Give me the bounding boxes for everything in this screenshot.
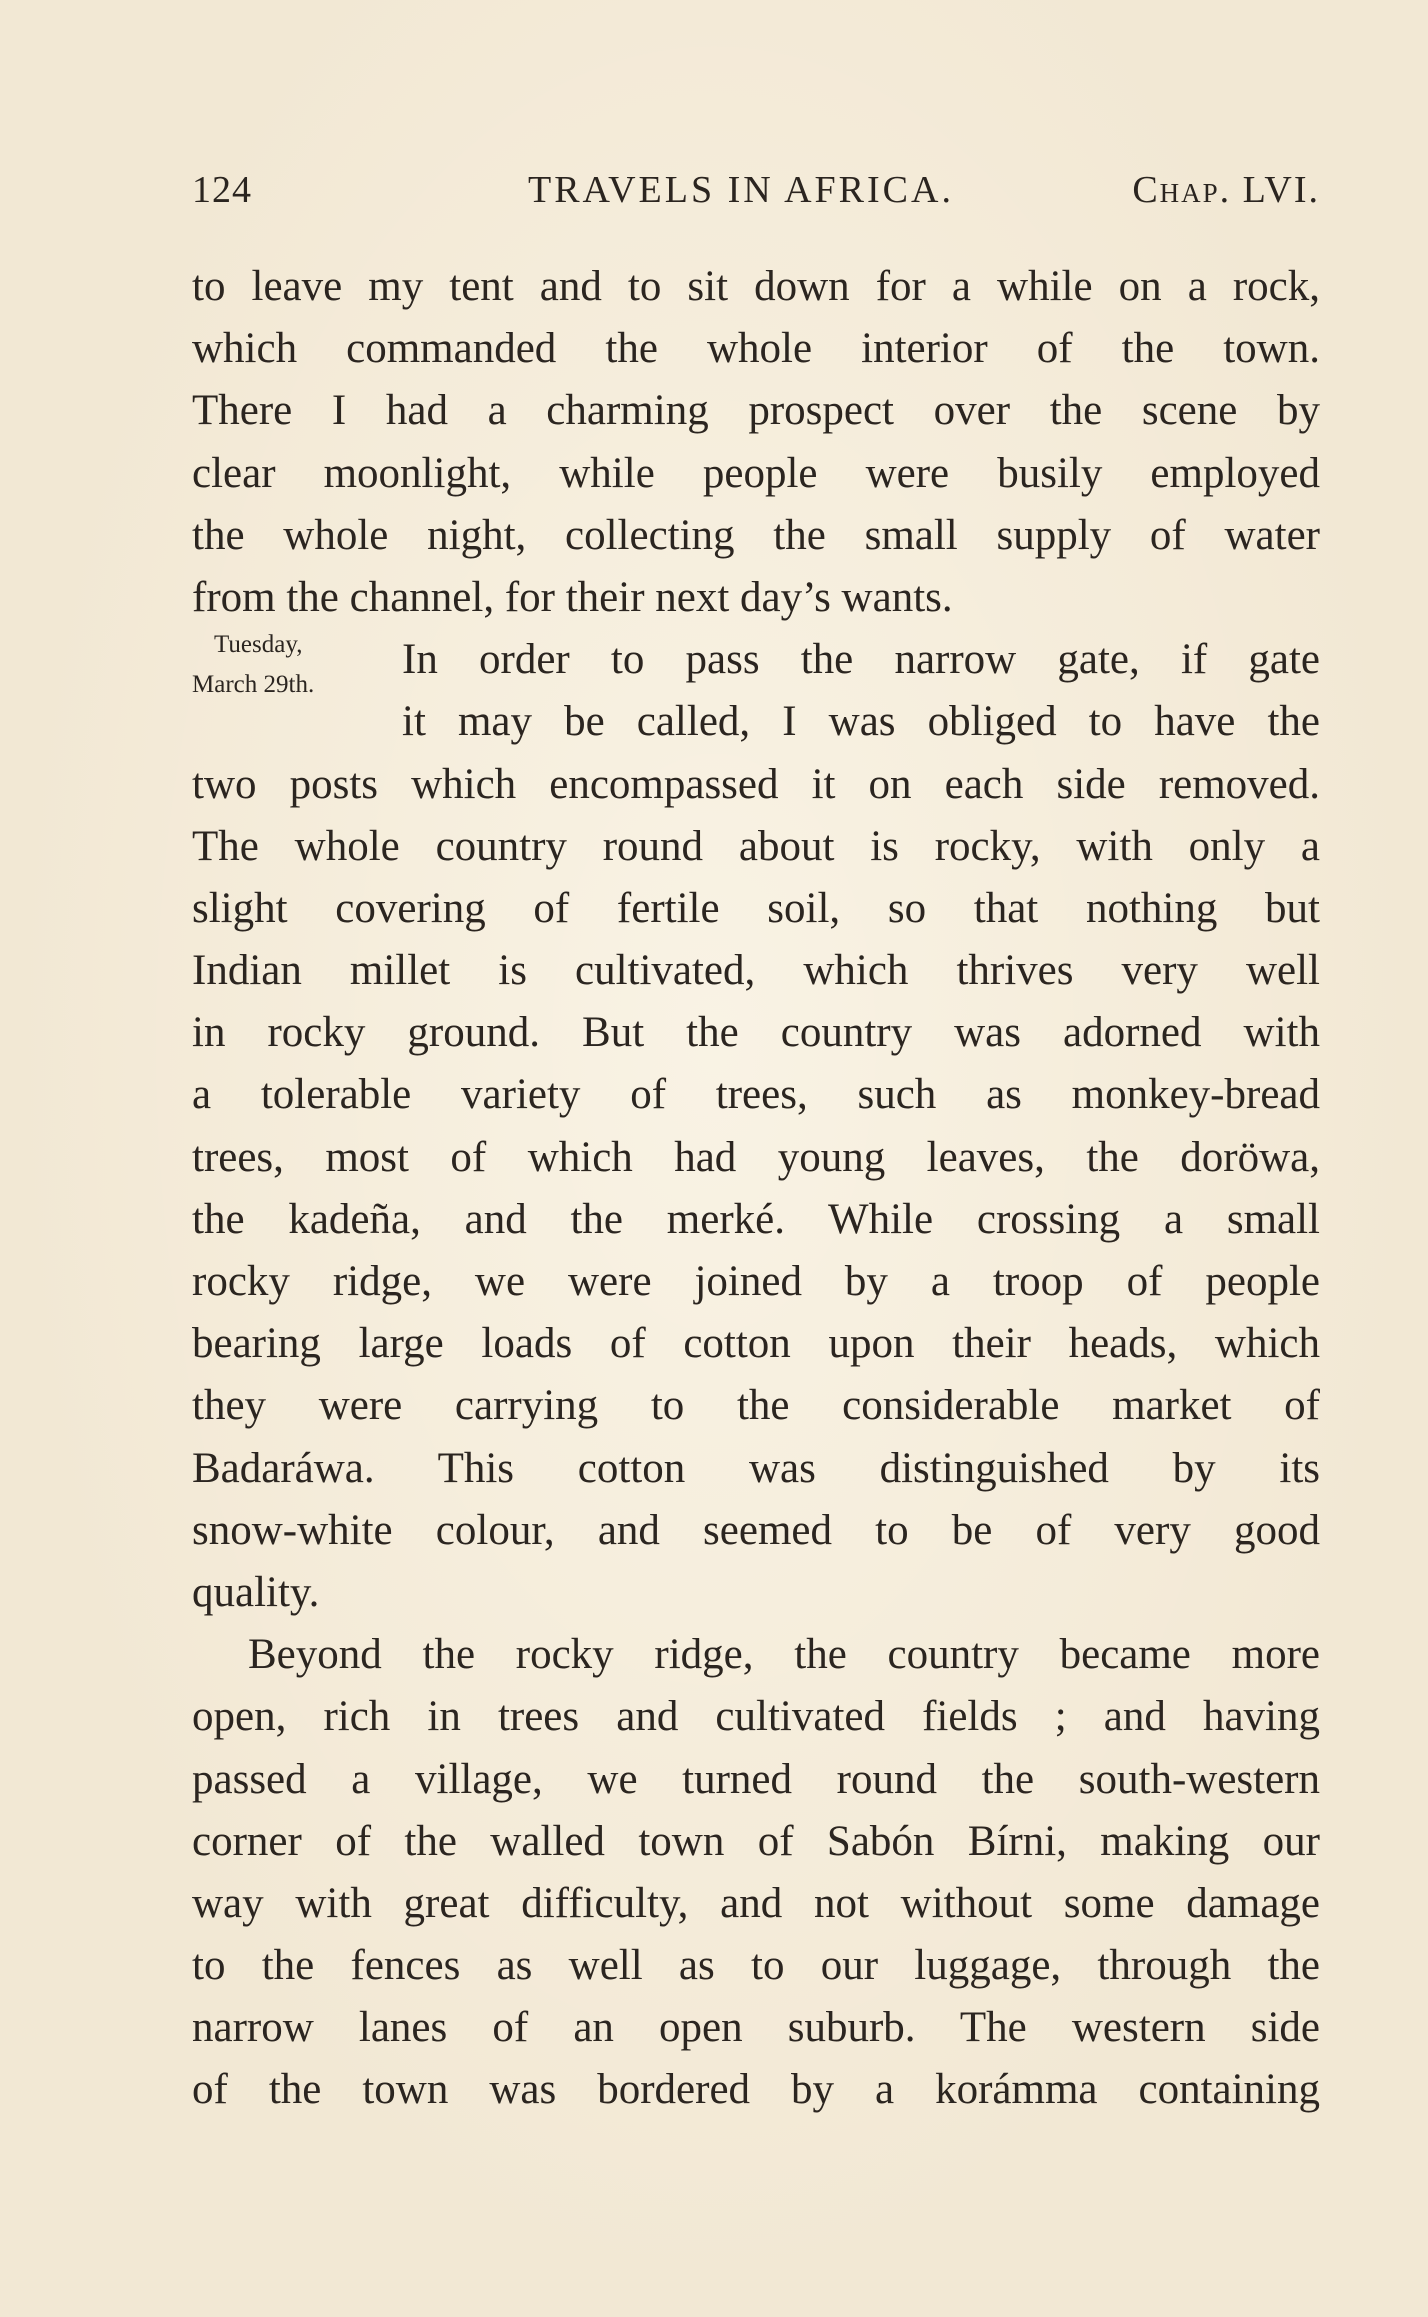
running-header	[192, 168, 1320, 218]
running-title: TRAVELS IN AFRICA.	[528, 169, 954, 211]
text-line: to leave my tent and to sit down for a while on a rock,	[192, 263, 1320, 310]
text-line: clear moonlight, while people were busily employed	[192, 449, 1320, 497]
text-line: Indian millet is cultivated, which thrives very well	[192, 947, 1320, 995]
text-line: from the channel, for their next day’s wants.	[192, 573, 953, 621]
text-line: which commanded the whole interior of the town.	[192, 325, 1320, 373]
text-line: it may be called, I was obliged to have the	[402, 698, 1320, 746]
text-line: corner of the walled town of Sabón Bírni, making our	[192, 1817, 1320, 1865]
text-line: rocky ridge, we were joined by a troop of people	[192, 1258, 1320, 1305]
text-line: trees, most of which had young leaves, the doröwa,	[192, 1133, 1320, 1181]
text-line: two posts which encompassed it on each side removed.	[192, 760, 1320, 808]
text-line: bearing large loads of cotton upon their heads, which	[192, 1320, 1320, 1368]
text-line: a tolerable variety of trees, such as monkey-bread	[192, 1071, 1320, 1119]
chapter-label: Chap. LVI.	[1132, 169, 1320, 211]
text-line: In order to pass the narrow gate, if gate	[402, 636, 1320, 684]
margin-note-date: March 29th.	[192, 671, 315, 698]
text-line: they were carrying to the considerable market of	[192, 1382, 1320, 1430]
text-line: quality.	[192, 1568, 320, 1616]
text-line: snow-white colour, and seemed to be of very good	[192, 1506, 1320, 1554]
text-line: the kadeña, and the merké. While crossing a small	[192, 1195, 1320, 1243]
text-line: passed a village, we turned round the south-western	[192, 1755, 1320, 1803]
text-line: way with great difficulty, and not without some damage	[192, 1879, 1320, 1927]
text-line: of the town was bordered by a korámma containing	[192, 2066, 1320, 2114]
page-number: 124	[192, 169, 252, 211]
text-line: open, rich in trees and cultivated fields ; and having	[192, 1693, 1320, 1741]
margin-note-day: Tuesday,	[214, 631, 303, 658]
text-line: There I had a charming prospect over the scene by	[192, 387, 1320, 435]
text-line: Beyond the rocky ridge, the country became more	[248, 1631, 1320, 1679]
text-line: slight covering of fertile soil, so that nothing but	[192, 884, 1320, 932]
text-line: to the fences as well as to our luggage, through the	[192, 1942, 1320, 1990]
body-text	[192, 256, 1320, 2122]
text-line: narrow lanes of an open suburb. The western side	[192, 2004, 1320, 2052]
text-line: Badaráwa. This cotton was distinguished by its	[192, 1444, 1320, 1492]
text-line: The whole country round about is rocky, with only a	[192, 822, 1320, 870]
text-line: in rocky ground. But the country was adorned with	[192, 1009, 1320, 1057]
text-line: the whole night, collecting the small supply of water	[192, 511, 1320, 559]
